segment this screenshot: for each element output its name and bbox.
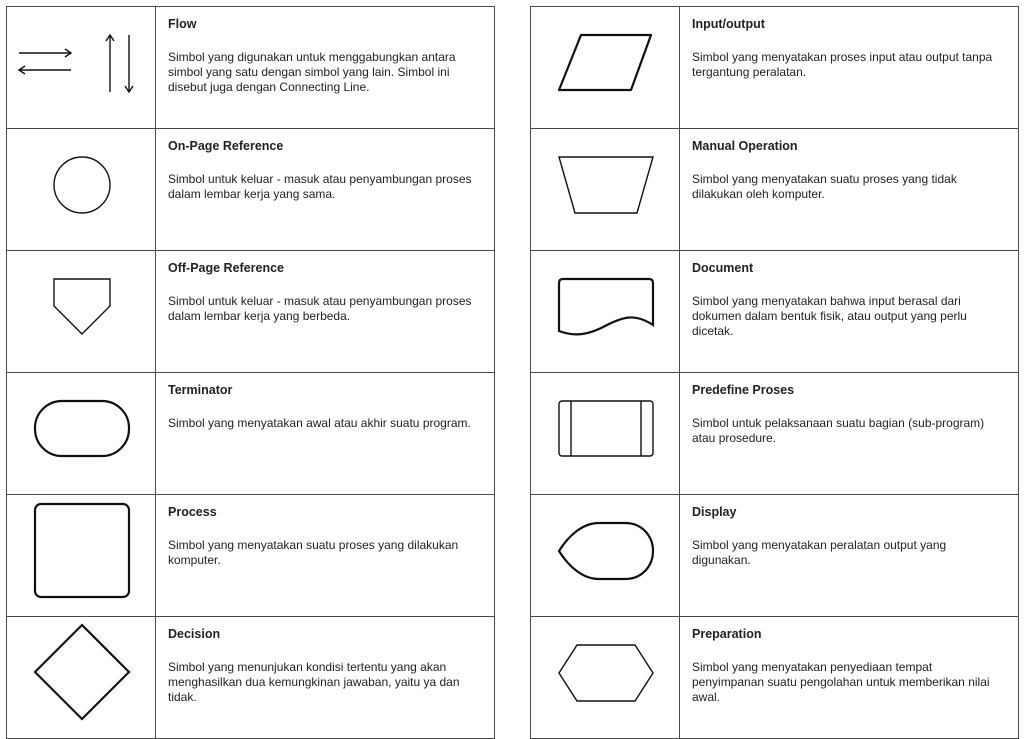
process-icon: [7, 495, 155, 606]
table-row: [531, 251, 1019, 373]
symbol-description: Simbol untuk keluar - masuk atau penyambungan proses dalam lembar kerja yang sama.: [168, 172, 472, 201]
circle-icon: [7, 129, 155, 240]
symbol-info: [156, 251, 495, 373]
symbol-description: Simbol yang menyatakan penyediaan tempat penyimpanan suatu pengolahan untuk memberikan nilai awal.: [692, 660, 990, 704]
symbol-description: Simbol untuk keluar - masuk atau penyambungan proses dalam lembar kerja yang berbeda.: [168, 294, 472, 323]
symbol-cell: [531, 251, 680, 373]
symbol-title: Preparation: [692, 627, 762, 641]
symbol-cell: [7, 7, 156, 129]
symbol-info: [156, 373, 495, 495]
symbol-cell: [7, 251, 156, 373]
diamond-icon: [7, 617, 155, 728]
symbol-info: [680, 617, 1019, 739]
symbol-description: Simbol yang menyatakan awal atau akhir suatu program.: [168, 416, 471, 430]
symbol-cell: [7, 495, 156, 617]
table-row: [7, 251, 495, 373]
symbol-cell: [531, 129, 680, 251]
symbol-info: [680, 495, 1019, 617]
symbol-title: Input/output: [692, 17, 765, 31]
flowchart-symbols-table-right: [530, 6, 1019, 739]
table-row: [531, 7, 1019, 129]
symbol-description: Simbol yang menyatakan peralatan output yang digunakan.: [692, 538, 947, 567]
symbol-info: [680, 251, 1019, 373]
symbol-info: [156, 617, 495, 739]
flow-arrows-icon: [7, 7, 155, 118]
table-row: [531, 373, 1019, 495]
terminator-icon: [7, 373, 155, 484]
symbol-cell: [531, 373, 680, 495]
symbol-title: Process: [168, 505, 217, 519]
flowchart-symbols-table-left: [6, 6, 495, 739]
parallelogram-icon: [531, 7, 679, 118]
predefined-process-icon: [531, 373, 679, 484]
symbol-info: [156, 129, 495, 251]
symbol-title: Decision: [168, 627, 221, 641]
table-row: [7, 7, 495, 129]
trapezoid-icon: [531, 129, 679, 240]
symbol-title: Predefine Proses: [692, 383, 795, 397]
symbol-title: Flow: [168, 17, 197, 31]
symbol-cell: [7, 373, 156, 495]
symbol-title: Off-Page Reference: [168, 261, 285, 275]
display-icon: [531, 495, 679, 606]
symbol-description: Simbol yang menyatakan suatu proses yang dilakukan komputer.: [168, 538, 459, 567]
symbol-title: Terminator: [168, 383, 233, 397]
symbol-title: On-Page Reference: [168, 139, 284, 153]
symbol-cell: [7, 617, 156, 739]
symbol-info: [156, 7, 495, 129]
table-row: [531, 129, 1019, 251]
symbol-description: Simbol yang menunjukan kondisi tertentu yang akan menghasilkan dua kemungkinan jawaban, yaitu ya dan tidak.: [168, 660, 460, 704]
symbol-cell: [531, 7, 680, 129]
symbol-title: Manual Operation: [692, 139, 798, 153]
symbol-description: Simbol yang digunakan untuk menggabungkan antara simbol yang satu dengan simbol yang lain. Simbol ini disebut juga dengan Connecting Line.: [168, 50, 456, 94]
hexagon-icon: [531, 617, 679, 728]
symbol-info: [680, 373, 1019, 495]
symbol-description: Simbol yang menyatakan bahwa input berasal dari dokumen dalam bentuk fisik, atau output yang perlu dicetak.: [692, 294, 967, 338]
symbol-title: Document: [692, 261, 754, 275]
table-row: [7, 617, 495, 739]
table-row: [531, 617, 1019, 739]
table-row: [7, 495, 495, 617]
symbol-cell: [531, 495, 680, 617]
symbol-cell: [7, 129, 156, 251]
symbol-description: Simbol untuk pelaksanaan suatu bagian (sub-program) atau prosedure.: [692, 416, 985, 445]
symbol-description: Simbol yang menyatakan proses input atau output tanpa tergantung peralatan.: [692, 50, 993, 79]
symbol-description: Simbol yang menyatakan suatu proses yang tidak dilakukan oleh komputer.: [692, 172, 957, 201]
table-row: [7, 129, 495, 251]
symbol-cell: [531, 617, 680, 739]
symbol-info: [680, 129, 1019, 251]
symbol-info: [156, 495, 495, 617]
pentagon-down-icon: [7, 251, 155, 362]
symbol-title: Display: [692, 505, 737, 519]
symbol-info: [680, 7, 1019, 129]
table-row: [531, 495, 1019, 617]
document-icon: [531, 251, 679, 362]
table-row: [7, 373, 495, 495]
